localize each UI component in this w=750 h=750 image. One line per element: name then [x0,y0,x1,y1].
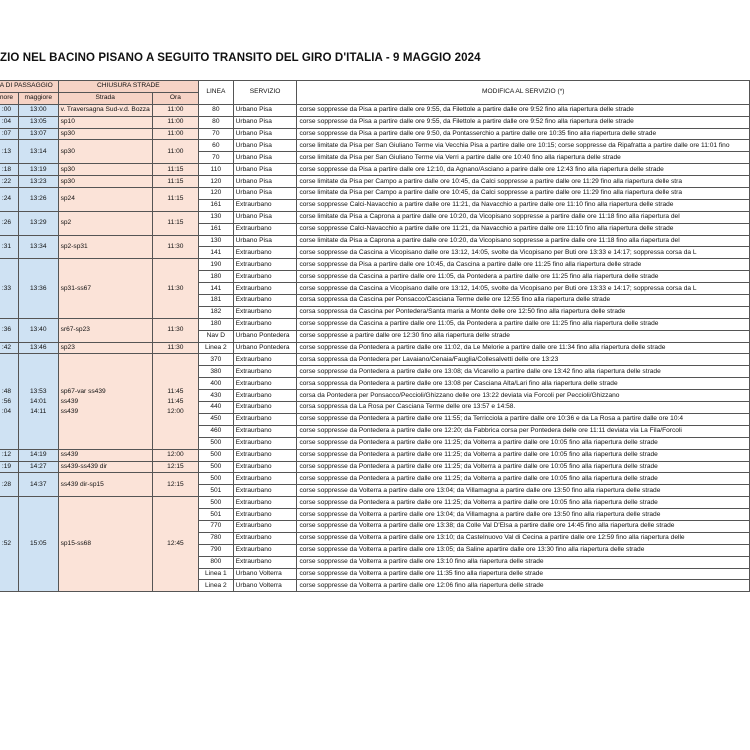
service-changes-table [0,80,750,592]
chiusura-strada: sp67-var ss439 ss439 ss439 [58,354,152,449]
chiusura-ora: 12:45 [152,497,198,592]
passaggio-minore: :12 [0,449,18,461]
linea-cell: 141 [199,247,234,259]
passaggio-minore: :26 [0,211,18,235]
linea-cell: 500 [199,473,234,485]
linea-cell: 500 [199,449,234,461]
table-row [0,116,750,128]
header-passaggio: A DI PASSAGGIO [0,81,58,93]
servizio-cell: Extraurbano [233,259,297,271]
chiusura-ora: 11:15 [152,188,198,212]
servizio-cell: Extraurbano [233,283,297,295]
chiusura-ora: 11:15 [152,211,198,235]
servizio-cell: Extraurbano [233,402,297,414]
servizio-cell: Extraurbano [233,437,297,449]
passaggio-maggiore: 15:05 [18,497,58,592]
servizio-cell: Urbano Volterra [233,568,297,580]
linea-cell: 460 [199,425,234,437]
chiusura-strada: ss439-ss439 dir [58,461,152,473]
passaggio-minore: :19 [0,461,18,473]
servizio-cell: Extraurbano [233,485,297,497]
chiusura-strada: sp15-ss68 [58,497,152,592]
table-row [0,497,750,509]
chiusura-strada: ss439 dir-sp15 [58,473,152,497]
chiusura-ora: 11:00 [152,104,198,116]
servizio-cell: Extraurbano [233,532,297,544]
linea-cell: 130 [199,211,234,223]
linea-cell: 161 [199,199,234,211]
linea-cell: 440 [199,402,234,414]
passaggio-minore: :24 [0,188,18,212]
passaggio-minore: :04 [0,116,18,128]
linea-cell: 500 [199,461,234,473]
modifica-cell: corse soppresse da Cascina a Vicopisano dalle ore 13:12, 14:05, svolte da Vicopisano per Buti ore 13:33 e 14:17; soppressa corsa da L [297,247,750,259]
linea-cell: 80 [199,104,234,116]
modifica-cell: corse soppresse da Volterra a partire dalle ore 13:04; da Villamagna a partire dalle ore 13:50 fino alla riapertura delle strade [297,485,750,497]
linea-cell: 430 [199,390,234,402]
chiusura-strada: sp30 [58,164,152,176]
passaggio-maggiore: 13:05 [18,116,58,128]
modifica-cell: corse limitate da Pisa per San Giuliano Terme via Verri a partire dalle ore 10:40 fino alla riapertura delle strade [297,152,750,164]
servizio-cell: Extraurbano [233,271,297,283]
passaggio-minore: :48 :56 :04 [0,354,18,449]
header-servizio: SERVIZIO [233,81,297,105]
header-strada: Strada [58,92,152,104]
table-row [0,259,750,271]
passaggio-maggiore: 13:46 [18,342,58,354]
table-row [0,235,750,247]
service-table-wrapper [0,80,750,592]
modifica-cell: corse soppresse da Pontedera a partire dalle ore 11:02, da Le Melorie a partire dalle ore 11:34 fino alla riapertura delle strade [297,342,750,354]
servizio-cell: Urbano Pisa [233,116,297,128]
modifica-cell: corse soppresse Calci-Navacchio a partire dalle ore 11:21, da Navacchio a partire dalle ore 11:10 fino alla riapertura delle strade [297,223,750,235]
passaggio-maggiore: 14:19 [18,449,58,461]
modifica-cell: corse soppresse da Cascina a partire dalle ore 11:05, da Pontedera a partire dalle ore 11:25 fino alla riapertura delle strade [297,318,750,330]
linea-cell: 70 [199,128,234,140]
servizio-cell: Extraurbano [233,449,297,461]
modifica-cell: corse soppresse da Pisa a partire dalle ore 10:45, da Cascina a partire dalle ore 11:25 fino alla riapertura delle strade [297,259,750,271]
linea-cell: 501 [199,509,234,521]
passaggio-maggiore: 14:37 [18,473,58,497]
linea-cell: 501 [199,485,234,497]
chiusura-ora: 11:00 [152,116,198,128]
linea-cell: 141 [199,283,234,295]
linea-cell: Linea 1 [199,568,234,580]
modifica-cell: corse soppresse da Pisa a partire dalle ore 9:55, da Filettole a partire dalle ore 9:52 fino alla riapertura delle strade [297,116,750,128]
linea-cell: 400 [199,378,234,390]
modifica-cell: corse soppresse da Pisa a partire dalle ore 9:55, da Filettole a partire dalle ore 9:52 fino alla riapertura delle strade [297,104,750,116]
chiusura-strada: sp30 [58,176,152,188]
header-row-1 [0,81,750,93]
servizio-cell: Urbano Pisa [233,152,297,164]
passaggio-maggiore: 14:27 [18,461,58,473]
servizio-cell: Urbano Pisa [233,164,297,176]
header-chiusura-strade: CHIUSURA STRADE [58,81,198,93]
servizio-cell: Urbano Pontedera [233,342,297,354]
modifica-cell: corse soppresse da Volterra a partire dalle ore 11:35 fino alla riapertura delle strade [297,568,750,580]
chiusura-ora: 11:00 [152,128,198,140]
header-linea: LINEA [199,81,234,105]
passaggio-minore: :31 [0,235,18,259]
servizio-cell: Extraurbano [233,544,297,556]
passaggio-minore: :36 [0,318,18,342]
servizio-cell: Urbano Pisa [233,188,297,200]
modifica-cell: corse soppresse da Pisa a partire dalle ore 12:10, da Agnano/Asciano a parire dalle ore 12:43 fino alla riapertura delle strade [297,164,750,176]
modifica-cell: corse soppresse da Pontedera a partire dalle ore 11:25; da Volterra a partire dalle ore 10:05 fino alla riapertura delle strade [297,461,750,473]
linea-cell: Nav D [199,330,234,342]
table-row [0,461,750,473]
modifica-cell: corse soppresse da Cascina a partire dalle ore 11:05, da Pontedera a partire dalle ore 11:25 fino alla riapertura delle strade [297,271,750,283]
modifica-cell: corse soppresse da Volterra a partire dalle ore 13:38; da Colle Val D'Elsa a partire dalle ore 14:45 fino alla riapertura delle strade [297,520,750,532]
servizio-cell: Extraurbano [233,556,297,568]
servizio-cell: Extraurbano [233,390,297,402]
servizio-cell: Urbano Pisa [233,235,297,247]
modifica-cell: corse soppresse da Volterra a partire dalle ore 13:10 fino alla riapertura delle strade [297,556,750,568]
passaggio-maggiore: 13:14 [18,140,58,164]
linea-cell: 450 [199,413,234,425]
chiusura-strada: sp24 [58,188,152,212]
header-modifica: MODIFICA AL SERVIZIO (*) [297,81,750,105]
page-title: ZIO NEL BACINO PISANO A SEGUITO TRANSITO DEL GIRO D'ITALIA - 9 MAGGIO 2024 [0,52,481,64]
header-maggiore: maggiore [18,92,58,104]
linea-cell: 190 [199,259,234,271]
servizio-cell: Extraurbano [233,497,297,509]
servizio-cell: Extraurbano [233,366,297,378]
chiusura-ora: 11:15 [152,164,198,176]
passaggio-maggiore: 13:40 [18,318,58,342]
chiusura-strada: sp31-ss67 [58,259,152,318]
servizio-cell: Extraurbano [233,378,297,390]
passaggio-maggiore: 13:00 [18,104,58,116]
modifica-cell: corsa soppressa da Pontedera per Lavaiano/Cenaia/Fauglia/Collesalvetti delle ore 13:23 [297,354,750,366]
table-row [0,164,750,176]
table-row [0,104,750,116]
modifica-cell: corse limitate da Pisa a Caprona a partire dalle ore 10:20, da Vicopisano soppresse a partire dalle ore 11:18 fino alla riapertura del [297,211,750,223]
passaggio-maggiore: 13:29 [18,211,58,235]
passaggio-maggiore: 13:34 [18,235,58,259]
passaggio-minore: :22 [0,176,18,188]
chiusura-strada: sr67-sp23 [58,318,152,342]
passaggio-minore: :42 [0,342,18,354]
servizio-cell: Urbano Pisa [233,140,297,152]
servizio-cell: Extraurbano [233,509,297,521]
modifica-cell: corse soppresse da Pisa a partire dalle ore 9:50, da Pontasserchio a partire dalle ore 10:35 fino alla riapertura delle strade [297,128,750,140]
chiusura-ora: 11:30 [152,342,198,354]
modifica-cell: corse soppresse da Pontedera a partire dalle ore 11:55; da Terricciola a partire dalle ore 10:36 e da La Rosa a partire dalle ore 10:4 [297,413,750,425]
servizio-cell: Extraurbano [233,199,297,211]
passaggio-minore: :07 [0,128,18,140]
chiusura-ora: 11:30 [152,235,198,259]
modifica-cell: corse soppresse da Volterra a partire dalle ore 13:04; da Villamagna a partire dalle ore 13:50 fino alla riapertura delle strade [297,509,750,521]
linea-cell: 130 [199,235,234,247]
linea-cell: 780 [199,532,234,544]
table-row [0,211,750,223]
linea-cell: Linea 2 [199,580,234,592]
servizio-cell: Extraurbano [233,425,297,437]
header-minore: nore [0,92,18,104]
chiusura-ora: 11:00 [152,140,198,164]
linea-cell: 70 [199,152,234,164]
modifica-cell: corse soppresse da Volterra a partire dalle ore 13:10; da Castelnuovo Val di Cecina a partire dalle ore 12:59 fino alla riapertura delle [297,532,750,544]
modifica-cell: corse soppresse da Pontedera a partire dalle ore 11:25; da Volterra a partire dalle ore 10:05 fino alla riapertura delle strade [297,449,750,461]
linea-cell: 790 [199,544,234,556]
modifica-cell: corsa soppressa da Cascina per Pontedera/Santa maria a Monte delle ore 12:50 fino alla riapertura delle strade [297,306,750,318]
modifica-cell: corse soppresse a partire dalle ore 12:30 fino alla riapertura delle strade [297,330,750,342]
chiusura-strada: sp30 [58,140,152,164]
passaggio-maggiore: 13:53 14:01 14:11 [18,354,58,449]
servizio-cell: Urbano Pisa [233,176,297,188]
table-row [0,473,750,485]
passaggio-minore: :28 [0,473,18,497]
passaggio-maggiore: 13:07 [18,128,58,140]
passaggio-maggiore: 13:19 [18,164,58,176]
servizio-cell: Urbano Pisa [233,211,297,223]
modifica-cell: corsa soppressa da Cascina per Ponsacco/Casciana Terme delle ore 12:55 fino alla riapertura delle strade [297,295,750,307]
linea-cell: 120 [199,188,234,200]
linea-cell: Linea 2 [199,342,234,354]
linea-cell: 770 [199,520,234,532]
chiusura-ora: 11:45 11:45 12:00 [152,354,198,449]
table-row [0,342,750,354]
linea-cell: 500 [199,437,234,449]
modifica-cell: corse soppresse Calci-Navacchio a partire dalle ore 11:21, da Navacchio a partire dalle ore 11:10 fino alla riapertura delle strade [297,199,750,211]
linea-cell: 180 [199,318,234,330]
header-ora: Ora [152,92,198,104]
chiusura-ora: 12:00 [152,449,198,461]
table-row [0,449,750,461]
passaggio-minore: :33 [0,259,18,318]
linea-cell: 380 [199,366,234,378]
linea-cell: 110 [199,164,234,176]
chiusura-ora: 11:15 [152,176,198,188]
table-row [0,140,750,152]
servizio-cell: Extraurbano [233,413,297,425]
linea-cell: 500 [199,497,234,509]
modifica-cell: corse limitate da Pisa per San Giuliano Terme via Vecchia Pisa a partire dalle ore 10:15; corse soppresse da Ripafratta a partire dalle ore 11:01 fino [297,140,750,152]
chiusura-strada: sp30 [58,128,152,140]
linea-cell: 370 [199,354,234,366]
servizio-cell: Extraurbano [233,306,297,318]
servizio-cell: Urbano Volterra [233,580,297,592]
servizio-cell: Extraurbano [233,318,297,330]
linea-cell: 800 [199,556,234,568]
modifica-cell: corse limitate da Pisa per Campo a partire dalle ore 10:45, da Calci soppresse a partire dalle ore 11:29 fino alla riapertura delle stra [297,188,750,200]
linea-cell: 182 [199,306,234,318]
servizio-cell: Extraurbano [233,247,297,259]
table-row [0,188,750,200]
servizio-cell: Extraurbano [233,473,297,485]
linea-cell: 180 [199,271,234,283]
table-row [0,318,750,330]
servizio-cell: Extraurbano [233,295,297,307]
passaggio-minore: :13 [0,140,18,164]
chiusura-ora: 11:30 [152,259,198,318]
chiusura-strada: sp23 [58,342,152,354]
modifica-cell: corse limitate da Pisa per Campo a partire dalle ore 10:45, da Calci soppresse a partire dalle ore 11:29 fino alla riapertura delle stra [297,176,750,188]
chiusura-strada: sp2-sp31 [58,235,152,259]
modifica-cell: corse soppresse da Pontedera a partire dalle ore 11:25; da Volterra a partire dalle ore 10:05 fino alla riapertura delle strade [297,497,750,509]
linea-cell: 80 [199,116,234,128]
passaggio-maggiore: 13:23 [18,176,58,188]
chiusura-ora: 11:30 [152,318,198,342]
chiusura-strada: ss439 [58,449,152,461]
linea-cell: 161 [199,223,234,235]
chiusura-ora: 12:15 [152,461,198,473]
modifica-cell: corse soppresse da Pontedera a partire dalle ore 13:08; da Vicarello a partire dalle ore 13:42 fino alla riapertura delle strade [297,366,750,378]
chiusura-strada: v. Traversagna Sud-v.d. Bozza [58,104,152,116]
linea-cell: 120 [199,176,234,188]
chiusura-strada: sp10 [58,116,152,128]
modifica-cell: corse limitate da Pisa a Caprona a partire dalle ore 10:20, da Vicopisano soppresse a partire dalle ore 11:18 fino alla riapertura del [297,235,750,247]
servizio-cell: Extraurbano [233,520,297,532]
modifica-cell: corse soppresse da Volterra a partire dalle ore 12:06 fino alla riapertura delle strade [297,580,750,592]
table-row [0,176,750,188]
servizio-cell: Extraurbano [233,223,297,235]
servizio-cell: Extraurbano [233,461,297,473]
table-row [0,128,750,140]
modifica-cell: corsa soppressa da La Rosa per Casciana Terme delle ore 13:57 e 14:58. [297,402,750,414]
modifica-cell: corsa soppressa da Pontedera a partire dalle ore 13:08 per Casciana Alta/Lari fino alla riapertura delle strade [297,378,750,390]
passaggio-minore: :52 [0,497,18,592]
servizio-cell: Extraurbano [233,354,297,366]
passaggio-maggiore: 13:36 [18,259,58,318]
modifica-cell: corse soppresse da Pontedera a partire dalle ore 12:20; da Fabbrica corsa per Pontedera delle ore 11:11 deviata via La Fila/Forcoli [297,425,750,437]
modifica-cell: corsa da Pontedera per Ponsacco/Peccioli/Ghizzano delle ore 13:22 deviata via Forcoli per Peccioli/Ghizzano [297,390,750,402]
modifica-cell: corse soppresse da Volterra a partire dalle ore 13:05; da Saline apartire dalle ore 13:30 fino alla riapertura delle strade [297,544,750,556]
chiusura-strada: sp2 [58,211,152,235]
chiusura-ora: 12:15 [152,473,198,497]
passaggio-maggiore: 13:26 [18,188,58,212]
servizio-cell: Urbano Pisa [233,104,297,116]
passaggio-minore: :18 [0,164,18,176]
linea-cell: 60 [199,140,234,152]
modifica-cell: corse soppresse da Pontedera a partire dalle ore 11:25; da Volterra a partire dalle ore 10:05 fino alla riapertura delle strade [297,437,750,449]
table-row [0,354,750,366]
servizio-cell: Urbano Pisa [233,128,297,140]
passaggio-minore: :00 [0,104,18,116]
modifica-cell: corse soppresse da Cascina a Vicopisano dalle ore 13:12, 14:05, svolte da Vicopisano per Buti ore 13:33 e 14:17; soppressa corsa da L [297,283,750,295]
servizio-cell: Urbano Pontedera [233,330,297,342]
modifica-cell: corse soppresse da Pontedera a partire dalle ore 11:25; da Volterra a partire dalle ore 10:05 fino alla riapertura delle strade [297,473,750,485]
linea-cell: 181 [199,295,234,307]
